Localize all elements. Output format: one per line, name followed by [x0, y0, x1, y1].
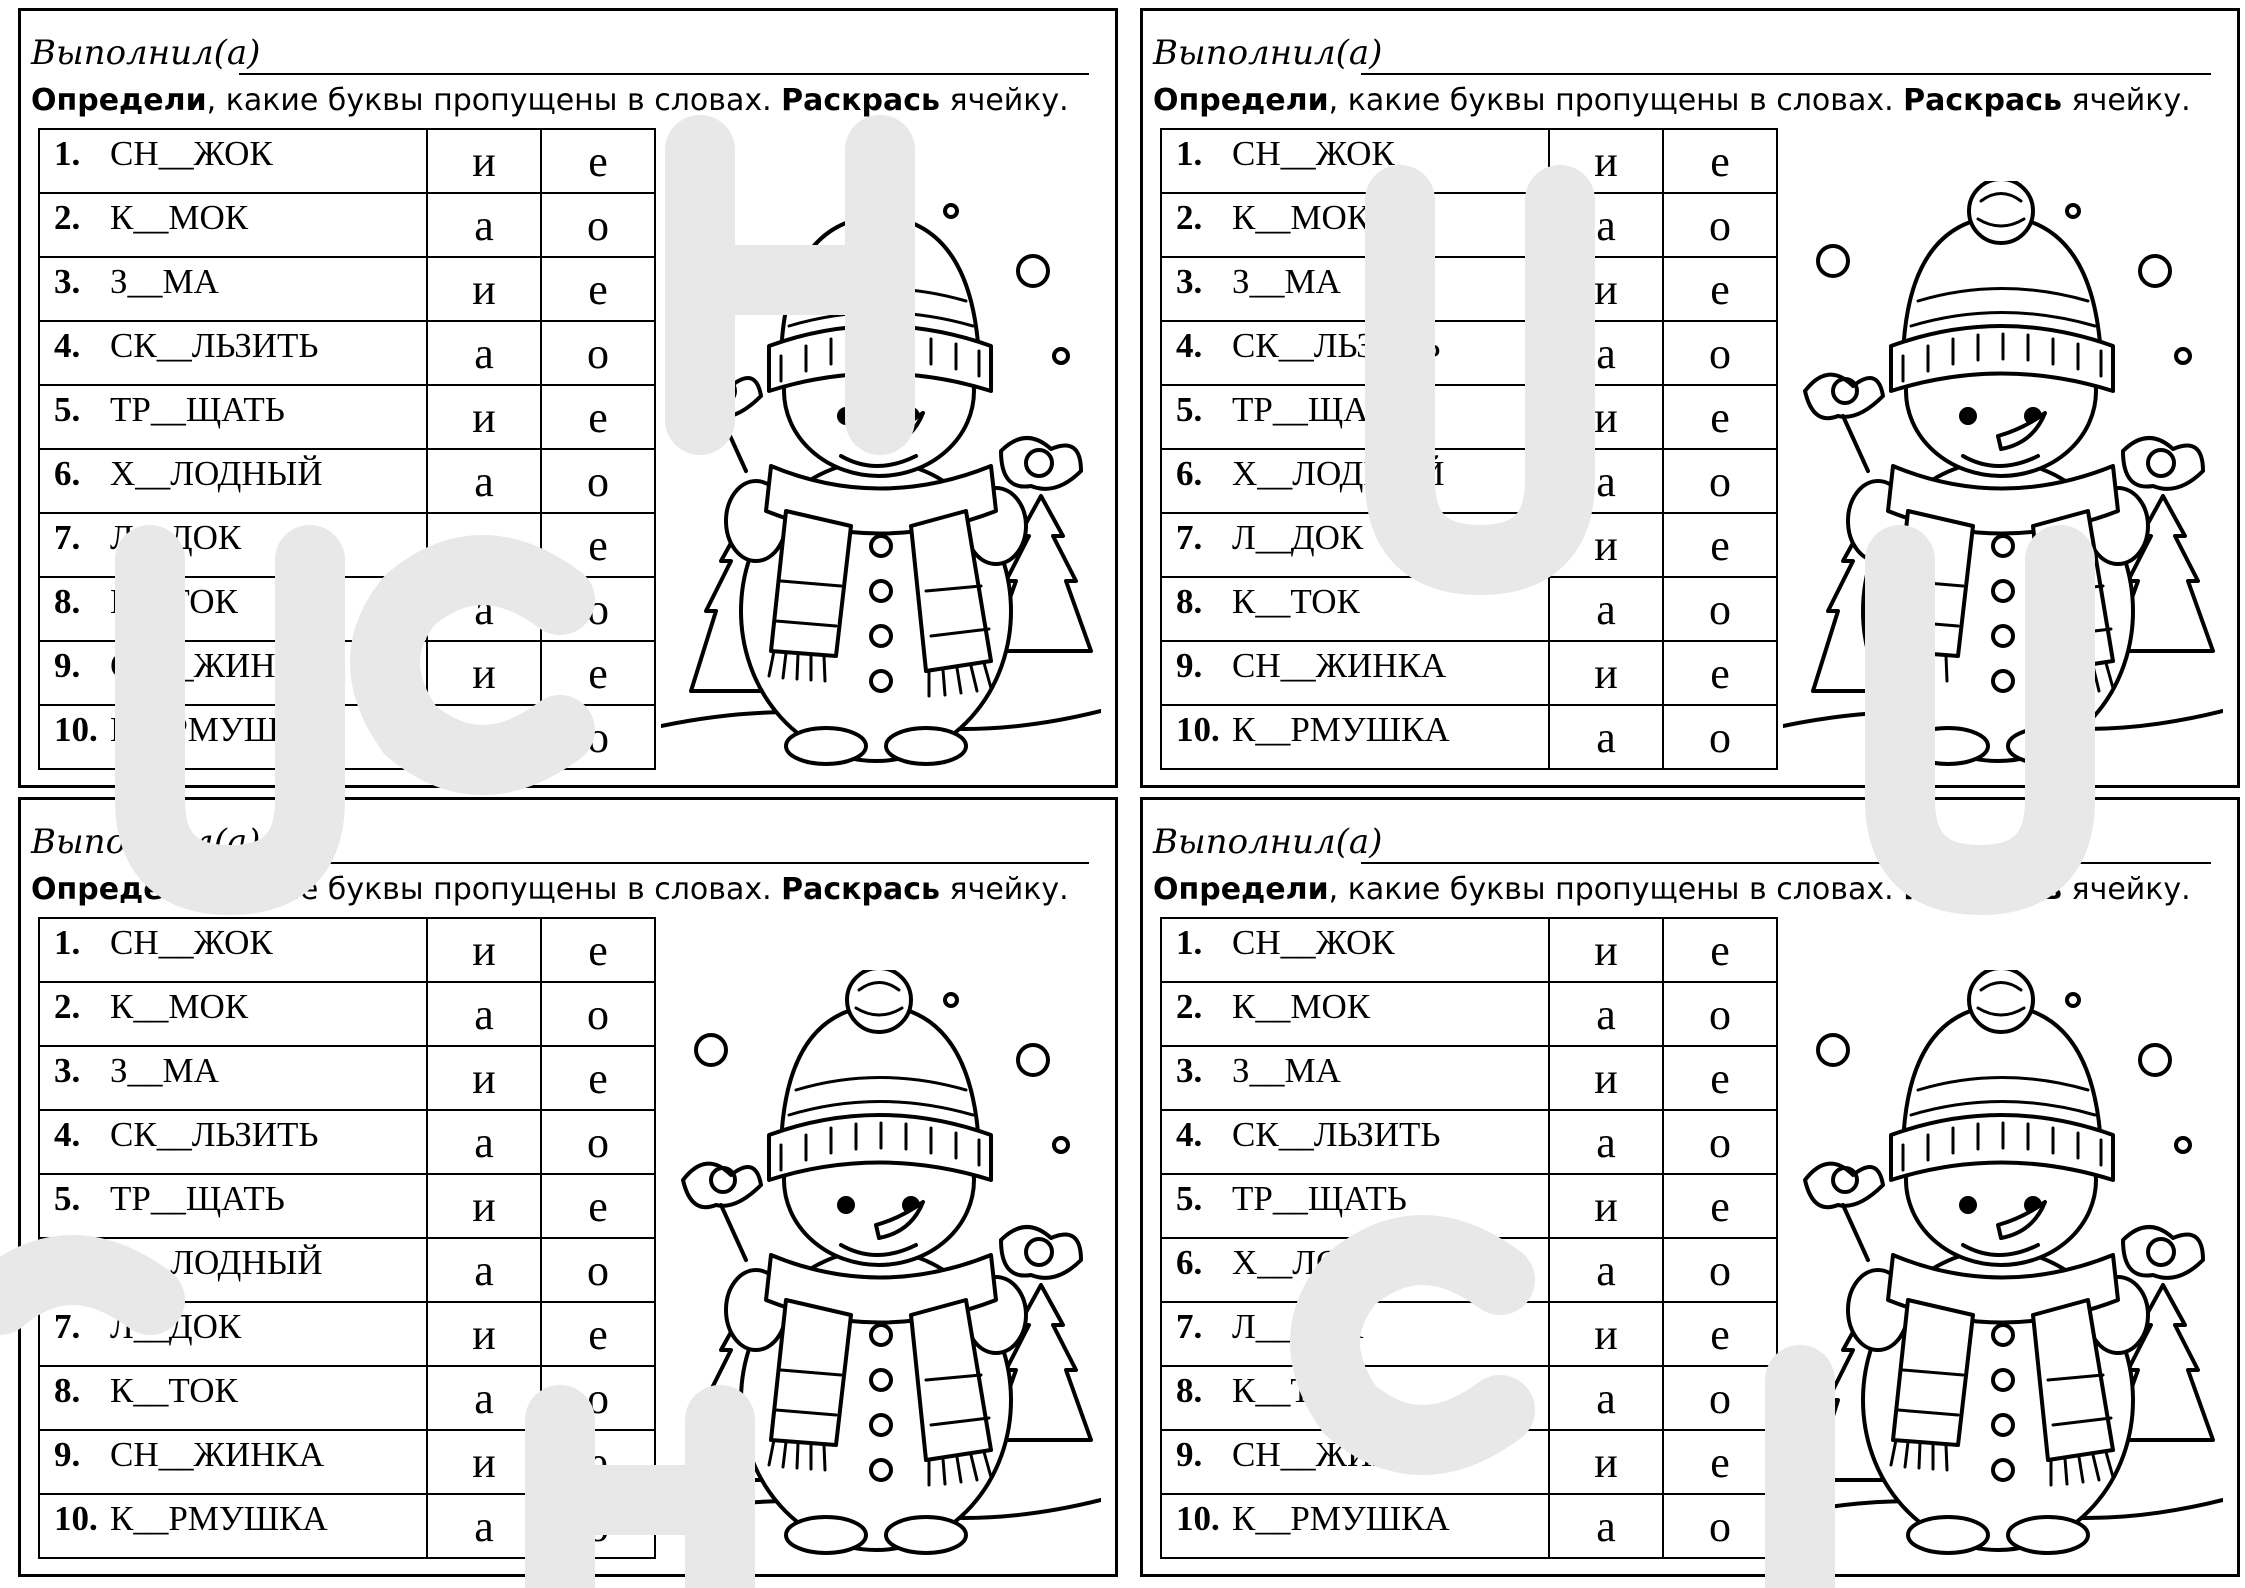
word-cell — [39, 1046, 427, 1110]
name-label: Выполнил(а) — [1153, 33, 1383, 73]
word-cell — [39, 385, 427, 449]
words-table — [38, 917, 656, 1559]
word-text: СН__ЖИНКА — [110, 646, 325, 685]
table-row — [39, 1174, 655, 1238]
word-cell — [39, 513, 427, 577]
word-text: Л__ДОК — [110, 518, 242, 557]
item-number: 10. — [1176, 1499, 1220, 1538]
option-cell-1[interactable]: а — [427, 321, 541, 385]
item-number: 6. — [54, 454, 81, 493]
word-cell — [1161, 1430, 1549, 1494]
instruction-bold-2: Раскрась — [1903, 872, 2063, 907]
option-cell-1[interactable]: а — [427, 705, 541, 769]
word-cell — [39, 1302, 427, 1366]
option-cell-1[interactable]: а — [1549, 982, 1663, 1046]
word-cell — [39, 321, 427, 385]
option-cell-2[interactable]: о — [1663, 705, 1777, 769]
snowman-icon — [661, 970, 1101, 1560]
option-cell-1[interactable]: и — [1549, 641, 1663, 705]
option-cell-2[interactable]: е — [541, 385, 655, 449]
item-number: 4. — [54, 326, 81, 365]
name-label: Выполнил(а) — [31, 33, 261, 73]
item-number: 1. — [54, 923, 81, 962]
option-cell-1[interactable]: а — [1549, 1238, 1663, 1302]
word-cell — [39, 1174, 427, 1238]
snowman-icon — [1783, 970, 2223, 1560]
item-number: 3. — [1176, 1051, 1203, 1090]
word-text: Л__ДОК — [1232, 518, 1364, 557]
option-cell-1[interactable]: и — [427, 918, 541, 982]
word-text: З__МА — [1232, 262, 1341, 301]
option-cell-1[interactable]: а — [1549, 705, 1663, 769]
option-cell-2[interactable]: о — [541, 1238, 655, 1302]
table-row — [39, 1430, 655, 1494]
option-cell-1[interactable]: и — [427, 1046, 541, 1110]
worksheet-card — [1140, 8, 2240, 788]
option-cell-1[interactable]: а — [1549, 1110, 1663, 1174]
words-table — [1160, 917, 1778, 1559]
option-cell-1[interactable]: а — [427, 1494, 541, 1558]
item-number: 10. — [54, 1499, 98, 1538]
word-cell — [1161, 1366, 1549, 1430]
item-number: 10. — [54, 710, 98, 749]
snowman-icon — [1783, 181, 2223, 771]
option-cell-1[interactable]: и — [1549, 385, 1663, 449]
table-row — [39, 449, 655, 513]
option-cell-2[interactable]: е — [541, 1174, 655, 1238]
item-number: 7. — [1176, 1307, 1203, 1346]
table-row — [1161, 918, 1777, 982]
word-cell — [1161, 577, 1549, 641]
table-row — [1161, 1110, 1777, 1174]
item-number: 6. — [1176, 1243, 1203, 1282]
table-row — [1161, 705, 1777, 769]
instruction-text-2: ячейку. — [2062, 872, 2191, 907]
option-cell-2[interactable]: е — [1663, 129, 1777, 193]
option-cell-2[interactable]: е — [541, 257, 655, 321]
worksheet-card — [18, 797, 1118, 1577]
word-text: К__ТОК — [1232, 1371, 1360, 1410]
name-label: Выполнил(а) — [31, 822, 261, 862]
item-number: 2. — [1176, 987, 1203, 1026]
option-cell-1[interactable]: а — [1549, 1366, 1663, 1430]
table-row — [39, 1238, 655, 1302]
item-number: 9. — [1176, 646, 1203, 685]
table-row — [39, 641, 655, 705]
word-cell — [1161, 1494, 1549, 1558]
option-cell-1[interactable]: и — [427, 129, 541, 193]
option-cell-2[interactable]: о — [1663, 1110, 1777, 1174]
word-cell — [1161, 1110, 1549, 1174]
table-row — [1161, 1430, 1777, 1494]
option-cell-2[interactable]: о — [1663, 577, 1777, 641]
option-cell-1[interactable]: и — [1549, 1174, 1663, 1238]
instruction-text-1: , какие буквы пропущены в словах. — [206, 83, 782, 118]
table-row — [1161, 193, 1777, 257]
word-text: ТР__ЩАТЬ — [110, 390, 285, 429]
table-row — [1161, 129, 1777, 193]
option-cell-1[interactable]: и — [427, 513, 541, 577]
option-cell-2[interactable]: е — [1663, 1430, 1777, 1494]
word-text: З__МА — [110, 262, 219, 301]
item-number: 5. — [1176, 390, 1203, 429]
option-cell-1[interactable]: а — [427, 1366, 541, 1430]
option-cell-2[interactable]: е — [1663, 257, 1777, 321]
item-number: 2. — [54, 198, 81, 237]
word-text: ТР__ЩАТЬ — [1232, 1179, 1407, 1218]
option-cell-2[interactable]: е — [1663, 385, 1777, 449]
table-row — [1161, 577, 1777, 641]
item-number: 9. — [54, 1435, 81, 1474]
item-number: 4. — [1176, 1115, 1203, 1154]
word-cell — [1161, 321, 1549, 385]
table-row — [1161, 982, 1777, 1046]
item-number: 7. — [54, 518, 81, 557]
option-cell-2[interactable]: о — [1663, 193, 1777, 257]
item-number: 1. — [1176, 134, 1203, 173]
table-row — [39, 982, 655, 1046]
item-number: 3. — [1176, 262, 1203, 301]
item-number: 10. — [1176, 710, 1220, 749]
option-cell-2[interactable]: о — [541, 1366, 655, 1430]
worksheet-card — [1140, 797, 2240, 1577]
option-cell-1[interactable]: и — [427, 257, 541, 321]
option-cell-1[interactable]: и — [1549, 257, 1663, 321]
word-text: СК__ЛЬЗИТЬ — [1232, 1115, 1441, 1154]
option-cell-2[interactable]: о — [541, 577, 655, 641]
option-cell-2[interactable]: е — [1663, 641, 1777, 705]
word-text: Х__ЛОДНЫЙ — [1232, 1243, 1445, 1282]
option-cell-2[interactable]: о — [1663, 1238, 1777, 1302]
table-row — [39, 193, 655, 257]
option-cell-2[interactable]: е — [541, 918, 655, 982]
word-text: К__МОК — [110, 987, 249, 1026]
item-number: 3. — [54, 1051, 81, 1090]
option-cell-1[interactable]: а — [427, 449, 541, 513]
instruction-text-2: ячейку. — [940, 83, 1069, 118]
option-cell-2[interactable]: о — [541, 449, 655, 513]
word-text: ТР__ЩАТЬ — [1232, 390, 1407, 429]
word-cell — [39, 449, 427, 513]
word-cell — [39, 982, 427, 1046]
word-text: К__РМУШКА — [1232, 1499, 1450, 1538]
word-text: К__РМУШКА — [110, 710, 328, 749]
item-number: 1. — [1176, 923, 1203, 962]
word-text: Х__ЛОДНЫЙ — [110, 454, 323, 493]
table-row — [39, 129, 655, 193]
word-cell — [1161, 1302, 1549, 1366]
option-cell-2[interactable]: о — [1663, 1366, 1777, 1430]
table-row — [39, 705, 655, 769]
item-number: 9. — [1176, 1435, 1203, 1474]
word-text: СК__ЛЬЗИТЬ — [1232, 326, 1441, 365]
item-number: 5. — [54, 1179, 81, 1218]
word-text: К__ТОК — [1232, 582, 1360, 621]
word-cell — [1161, 1046, 1549, 1110]
item-number: 2. — [54, 987, 81, 1026]
option-cell-2[interactable]: о — [1663, 1494, 1777, 1558]
word-text: Л__ДОК — [110, 1307, 242, 1346]
word-cell — [39, 1366, 427, 1430]
word-cell — [1161, 982, 1549, 1046]
word-text: СН__ЖОК — [1232, 134, 1395, 173]
words-table — [38, 128, 656, 770]
option-cell-2[interactable]: е — [541, 129, 655, 193]
item-number: 4. — [1176, 326, 1203, 365]
option-cell-1[interactable]: а — [1549, 449, 1663, 513]
option-cell-1[interactable]: а — [1549, 1494, 1663, 1558]
item-number: 5. — [1176, 1179, 1203, 1218]
instruction — [31, 872, 1069, 907]
word-cell — [1161, 449, 1549, 513]
option-cell-1[interactable]: и — [1549, 1046, 1663, 1110]
word-cell — [1161, 705, 1549, 769]
instruction-text-1: , какие буквы пропущены в словах. — [206, 872, 782, 907]
item-number: 4. — [54, 1115, 81, 1154]
word-text: К__ТОК — [110, 1371, 238, 1410]
instruction — [1153, 872, 2191, 907]
table-row — [39, 1046, 655, 1110]
instruction-bold-1: Определи — [1153, 872, 1329, 907]
item-number: 9. — [54, 646, 81, 685]
word-text: К__РМУШКА — [110, 1499, 328, 1538]
table-row — [1161, 449, 1777, 513]
table-row — [1161, 1302, 1777, 1366]
word-cell — [39, 257, 427, 321]
name-line[interactable] — [1361, 862, 2211, 864]
word-text: СК__ЛЬЗИТЬ — [110, 1115, 319, 1154]
word-text: К__МОК — [1232, 987, 1371, 1026]
option-cell-1[interactable]: и — [427, 385, 541, 449]
option-cell-1[interactable]: а — [1549, 321, 1663, 385]
option-cell-1[interactable]: и — [427, 1174, 541, 1238]
snowman-icon — [661, 181, 1101, 771]
item-number: 5. — [54, 390, 81, 429]
word-text: ТР__ЩАТЬ — [110, 1179, 285, 1218]
table-row — [1161, 1174, 1777, 1238]
word-text: Л__ДОК — [1232, 1307, 1364, 1346]
table-row — [1161, 513, 1777, 577]
table-row — [1161, 321, 1777, 385]
word-cell — [1161, 513, 1549, 577]
word-text: К__МОК — [1232, 198, 1371, 237]
word-cell — [39, 1110, 427, 1174]
word-cell — [1161, 1174, 1549, 1238]
word-text: СН__ЖОК — [110, 923, 273, 962]
instruction-text-2: ячейку. — [940, 872, 1069, 907]
table-row — [1161, 1494, 1777, 1558]
table-row — [39, 257, 655, 321]
word-text: СН__ЖИНКА — [1232, 1435, 1447, 1474]
option-cell-2[interactable]: о — [541, 705, 655, 769]
item-number: 8. — [54, 1371, 81, 1410]
item-number: 6. — [54, 1243, 81, 1282]
word-text: З__МА — [110, 1051, 219, 1090]
item-number: 8. — [1176, 582, 1203, 621]
instruction-text-2: ячейку. — [2062, 83, 2191, 118]
table-row — [39, 1366, 655, 1430]
word-cell — [39, 129, 427, 193]
table-row — [39, 1302, 655, 1366]
option-cell-1[interactable]: а — [427, 1110, 541, 1174]
word-cell — [39, 1238, 427, 1302]
worksheet-card — [18, 8, 1118, 788]
option-cell-1[interactable]: и — [1549, 1302, 1663, 1366]
instruction-text-1: , какие буквы пропущены в словах. — [1328, 83, 1904, 118]
instruction-bold-2: Раскрась — [781, 83, 941, 118]
word-text: Х__ЛОДНЫЙ — [1232, 454, 1445, 493]
table-row — [1161, 385, 1777, 449]
option-cell-1[interactable]: а — [427, 577, 541, 641]
option-cell-2[interactable]: е — [541, 1046, 655, 1110]
word-cell — [39, 577, 427, 641]
option-cell-2[interactable]: о — [1663, 982, 1777, 1046]
word-text: СН__ЖОК — [1232, 923, 1395, 962]
option-cell-1[interactable]: а — [427, 193, 541, 257]
instruction-bold-1: Определи — [1153, 83, 1329, 118]
word-text: З__МА — [1232, 1051, 1341, 1090]
name-label: Выполнил(а) — [1153, 822, 1383, 862]
option-cell-2[interactable]: е — [541, 1430, 655, 1494]
option-cell-1[interactable]: и — [427, 1302, 541, 1366]
item-number: 3. — [54, 262, 81, 301]
option-cell-2[interactable]: о — [541, 1110, 655, 1174]
option-cell-1[interactable]: и — [1549, 513, 1663, 577]
option-cell-2[interactable]: о — [541, 321, 655, 385]
option-cell-1[interactable]: а — [1549, 577, 1663, 641]
word-cell — [1161, 641, 1549, 705]
name-line[interactable] — [1361, 73, 2211, 75]
word-cell — [1161, 1238, 1549, 1302]
option-cell-1[interactable]: и — [1549, 1430, 1663, 1494]
option-cell-2[interactable]: е — [541, 513, 655, 577]
item-number: 8. — [1176, 1371, 1203, 1410]
option-cell-1[interactable]: а — [1549, 193, 1663, 257]
option-cell-2[interactable]: е — [1663, 918, 1777, 982]
option-cell-1[interactable]: и — [1549, 129, 1663, 193]
word-text: СК__ЛЬЗИТЬ — [110, 326, 319, 365]
words-table — [1160, 128, 1778, 770]
item-number: 7. — [1176, 518, 1203, 557]
option-cell-2[interactable]: о — [541, 1494, 655, 1558]
word-cell — [39, 641, 427, 705]
option-cell-2[interactable]: е — [541, 1302, 655, 1366]
word-cell — [1161, 193, 1549, 257]
instruction-text-1: , какие буквы пропущены в словах. — [1328, 872, 1904, 907]
table-row — [1161, 1366, 1777, 1430]
word-cell — [1161, 129, 1549, 193]
option-cell-1[interactable]: и — [427, 641, 541, 705]
word-cell — [39, 705, 427, 769]
table-row — [1161, 641, 1777, 705]
word-text: СН__ЖИНКА — [110, 1435, 325, 1474]
table-row — [39, 1110, 655, 1174]
table-row — [39, 385, 655, 449]
option-cell-1[interactable]: и — [427, 1430, 541, 1494]
instruction — [1153, 83, 2191, 118]
option-cell-2[interactable]: е — [1663, 1174, 1777, 1238]
table-row — [1161, 1238, 1777, 1302]
instruction-bold-2: Раскрась — [781, 872, 941, 907]
word-cell — [1161, 257, 1549, 321]
item-number: 7. — [54, 1307, 81, 1346]
option-cell-2[interactable]: о — [1663, 449, 1777, 513]
table-row — [1161, 1046, 1777, 1110]
table-row — [39, 918, 655, 982]
word-text: К__МОК — [110, 198, 249, 237]
item-number: 2. — [1176, 198, 1203, 237]
instruction-bold-2: Раскрась — [1903, 83, 2063, 118]
table-row — [39, 1494, 655, 1558]
option-cell-2[interactable]: е — [1663, 513, 1777, 577]
table-row — [39, 513, 655, 577]
word-cell — [1161, 385, 1549, 449]
option-cell-2[interactable]: о — [541, 193, 655, 257]
option-cell-2[interactable]: е — [1663, 1046, 1777, 1110]
word-cell — [39, 918, 427, 982]
word-text: Х__ЛОДНЫЙ — [110, 1243, 323, 1282]
item-number: 1. — [54, 134, 81, 173]
item-number: 8. — [54, 582, 81, 621]
word-cell — [1161, 918, 1549, 982]
item-number: 6. — [1176, 454, 1203, 493]
table-row — [39, 321, 655, 385]
word-cell — [39, 1430, 427, 1494]
option-cell-2[interactable]: е — [541, 641, 655, 705]
table-row — [1161, 257, 1777, 321]
option-cell-1[interactable]: а — [427, 982, 541, 1046]
name-line[interactable] — [239, 73, 1089, 75]
word-text: СН__ЖИНКА — [1232, 646, 1447, 685]
instruction — [31, 83, 1069, 118]
word-text: К__РМУШКА — [1232, 710, 1450, 749]
option-cell-1[interactable]: а — [427, 1238, 541, 1302]
word-text: К__ТОК — [110, 582, 238, 621]
option-cell-2[interactable]: о — [1663, 321, 1777, 385]
word-text: СН__ЖОК — [110, 134, 273, 173]
option-cell-2[interactable]: о — [541, 982, 655, 1046]
table-row — [39, 577, 655, 641]
word-cell — [39, 1494, 427, 1558]
instruction-bold-1: Определи — [31, 83, 207, 118]
name-line[interactable] — [239, 862, 1089, 864]
instruction-bold-1: Определи — [31, 872, 207, 907]
word-cell — [39, 193, 427, 257]
option-cell-2[interactable]: е — [1663, 1302, 1777, 1366]
option-cell-1[interactable]: и — [1549, 918, 1663, 982]
